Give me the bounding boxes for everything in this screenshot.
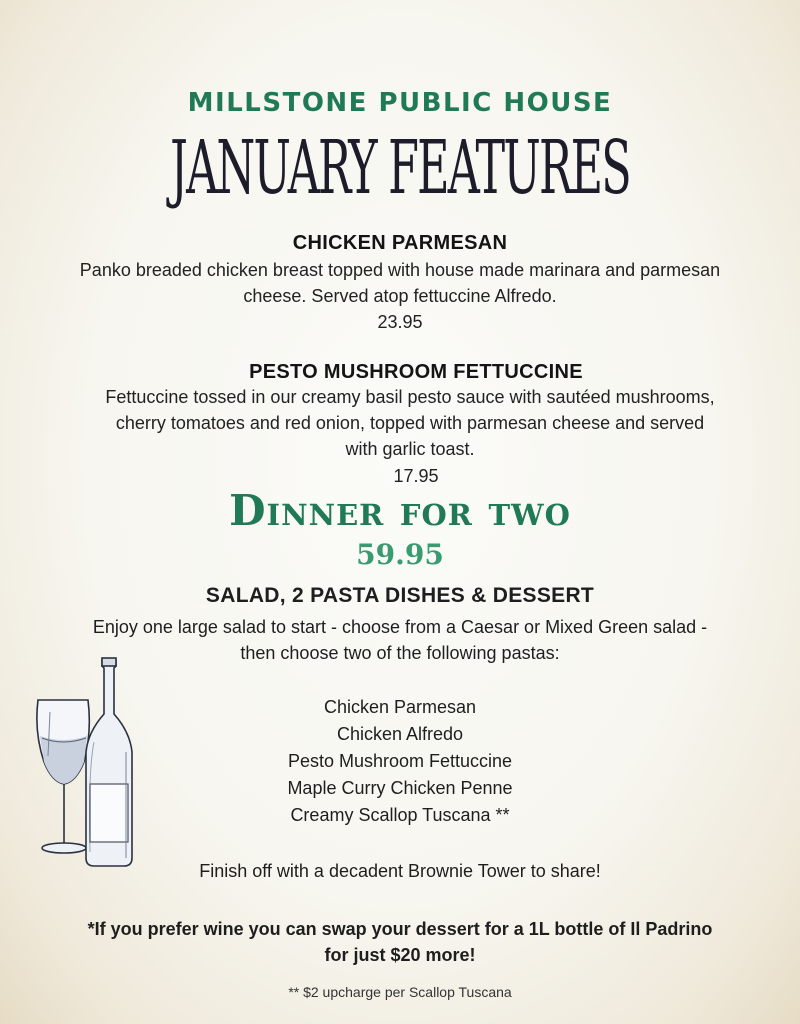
list-item: Chicken Alfredo (336, 724, 464, 744)
description-line: cheese. Served atop fettuccine Alfredo. (243, 286, 557, 306)
description-line: Fettuccine tossed in our creamy basil pesto sauce with sautéed mushrooms, (105, 387, 715, 407)
wine-swap-note (60, 916, 740, 968)
list-item: Maple Curry Chicken Penne (287, 778, 513, 798)
list-item: Chicken Parmesan (323, 697, 477, 717)
note-line: *If you prefer wine you can swap your dessert for a 1L bottle of Il Padrino (87, 919, 713, 939)
note-line: for just $20 more! (324, 945, 476, 965)
dish-description-pesto-mushroom-fettuccine (40, 384, 780, 462)
dinner-for-two-price: 59.95 (356, 538, 444, 571)
dish-price-chicken-parmesan: 23.95 (377, 312, 423, 332)
combo-subtitle: SALAD, 2 PASTA DISHES & DESSERT (205, 584, 595, 607)
restaurant-name: MILLSTONE PUBLIC HOUSE (187, 88, 613, 118)
combo-description (50, 614, 750, 666)
footnote: ** $2 upcharge per Scallop Tuscana (288, 984, 512, 1000)
wine-glass-icon (37, 700, 89, 853)
dish-description-chicken-parmesan (30, 257, 770, 309)
page-title: JANUARY FEATURES (170, 125, 630, 211)
list-item: Pesto Mushroom Fettuccine (287, 751, 513, 771)
dish-title-chicken-parmesan: CHICKEN PARMESAN (292, 232, 508, 254)
wine-bottle-icon (86, 658, 132, 866)
dinner-for-two-title: Dinner for two (229, 486, 571, 535)
dish-price-pesto-mushroom-fettuccine: 17.95 (393, 466, 439, 486)
description-line: Enjoy one large salad to start - choose from a Caesar or Mixed Green salad - (92, 617, 708, 637)
list-item: Creamy Scallop Tuscana ** (290, 805, 510, 825)
description-line: Panko breaded chicken breast topped with house made marinara and parmesan (79, 260, 721, 280)
dish-title-pesto-mushroom-fettuccine: PESTO MUSHROOM FETTUCCINE (249, 361, 583, 383)
description-line: cherry tomatoes and red onion, topped with parmesan cheese and served (115, 413, 705, 433)
description-line: then choose two of the following pastas: (240, 643, 560, 663)
description-line: with garlic toast. (345, 439, 475, 459)
dessert-line: Finish off with a decadent Brownie Tower to share! (199, 861, 601, 881)
wine-glass-and-bottle-illustration (30, 652, 150, 872)
